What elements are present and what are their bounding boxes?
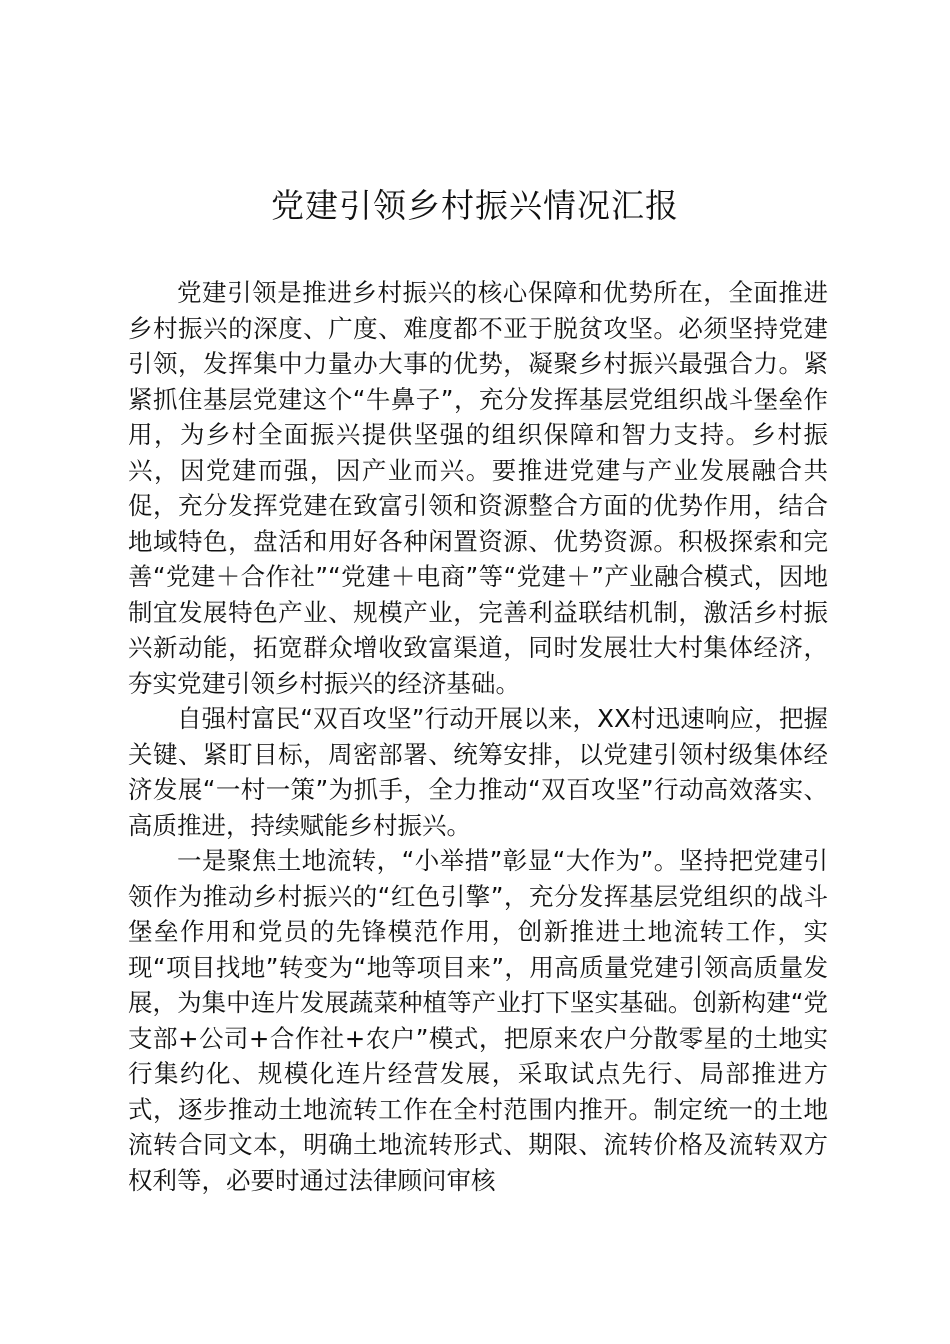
document-title: 党建引领乡村振兴情况汇报 — [271, 186, 679, 225]
paragraph: 一是聚焦土地流转，“小举措”彰显“大作为”。坚持把党建引领作为推动乡村振兴的“红色引擎”，充分发挥基层党组织的战斗堡垒作用和党员的先锋模范作用，创新推进土地流转工作，实现“项目找地”转变为“地等项目来”，用高质量党建引领高质量发展，为集中连片发展蔬菜种植等产业打下坚实基础。创新构建“党支部+公司+合作社+农户”模式，把原来农户分散零星的土地实行集约化、规模化连片经营发展，采取试点先行、局部推进方式，逐步推动土地流转工作在全村范围内推开。制定统一的土地流转合同文本，明确土地流转形式、期限、流转价格及流转双方权利等，必要时通过法律顾问审核 — [128, 846, 828, 1195]
document-body — [128, 275, 828, 1198]
paragraph: 党建引领是推进乡村振兴的核心保障和优势所在，全面推进乡村振兴的深度、广度、难度都不亚于脱贫攻坚。必须坚持党建引领，发挥集中力量办大事的优势，凝聚乡村振兴最强合力。紧紧抓住基层党建这个“牛鼻子”，充分发挥基层党组织战斗堡垒作用，为乡村全面振兴提供坚强的组织保障和智力支持。乡村振兴，因党建而强，因产业而兴。要推进党建与产业发展融合共促，充分发挥党建在致富引领和资源整合方面的优势作用，结合地域特色，盘活和用好各种闲置资源、优势资源。积极探索和完善“党建＋合作社”“党建＋电商”等“党建＋”产业融合模式，因地制宜发展特色产业、规模产业，完善利益联结机制，激活乡村振兴新动能，拓宽群众增收致富渠道，同时发展壮大村集体经济，夯实党建引领乡村振兴的经济基础。 — [128, 278, 828, 698]
paragraph: 自强村富民“双百攻坚”行动开展以来，XX村迅速响应，把握关键、紧盯目标，周密部署、统筹安排，以党建引领村级集体经济发展“一村一策”为抓手，全力推动“双百攻坚”行动高效落实、高质推进，持续赋能乡村振兴。 — [128, 704, 828, 840]
